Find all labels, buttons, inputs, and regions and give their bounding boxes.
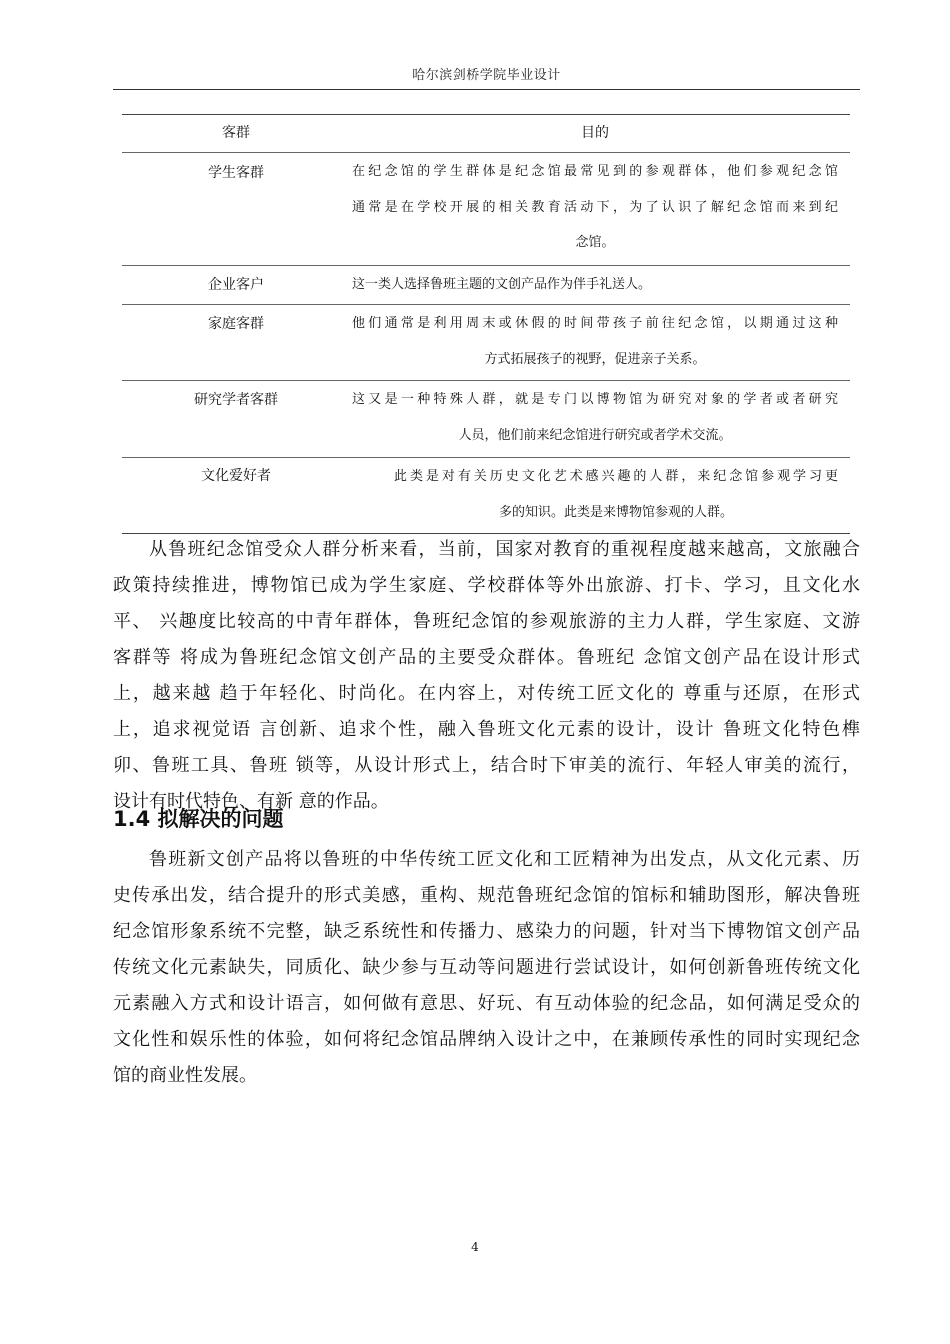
paragraph-line: 文化性和娱乐性的体验，如何将纪念馆品牌纳入设计之中，在兼顾传承性的同时实现纪念 xyxy=(113,1029,860,1050)
table-cell-group: 企业客户 xyxy=(208,277,264,293)
paragraph-line: 纪念馆形象系统不完整，缺乏系统性和传播力、感染力的问题，针对当下博物馆文创产品 xyxy=(113,921,860,942)
table-cell-purpose xyxy=(352,306,838,377)
paragraph-line: 从鲁班纪念馆受众人群分析来看，当前，国家对教育的重视程度越来越高，文旅融合 xyxy=(149,539,860,560)
section-heading: 1.4 拟解决的问题 xyxy=(113,807,284,831)
body-paragraph-audience-analysis xyxy=(113,532,860,820)
paragraph-line: 馆的商业性发展。 xyxy=(113,1065,257,1086)
table-header-row xyxy=(122,115,850,153)
table-cell-purpose xyxy=(352,267,838,303)
purpose-line: 这一类人选择鲁班主题的文创产品作为伴手礼送人。 xyxy=(352,277,652,292)
table-header-purpose: 目的 xyxy=(581,125,609,141)
table-row xyxy=(122,458,850,534)
purpose-line: 此类是对有关历史文化艺术感兴趣的人群，来纪念馆参观学习更 xyxy=(394,469,838,484)
purpose-line: 在纪念馆的学生群体是纪念馆最常见到的参观群体，他们参观纪念馆 xyxy=(352,164,838,179)
table-cell-purpose xyxy=(352,382,838,453)
purpose-line: 这又是一种特殊人群，就是专门以博物馆为研究对象的学者或者研究 xyxy=(352,392,838,407)
purpose-line: 他们通常是利用周末或休假的时间带孩子前往纪念馆，以期通过这种 xyxy=(352,316,838,331)
audience-table xyxy=(122,114,850,534)
table-cell-group: 研究学者客群 xyxy=(194,392,278,408)
purpose-line: 多的知识。此类是来博物馆参观的人群。 xyxy=(498,504,733,520)
paragraph-line: 传统文化元素缺失，同质化、缺少参与互动等问题进行尝试设计，如何创新鲁班传统文化 xyxy=(113,957,860,978)
table-cell-purpose xyxy=(352,154,838,261)
paragraph-line: 元素融入方式和设计语言，如何做有意思、好玩、有互动体验的纪念品，如何满足受众的 xyxy=(113,993,860,1014)
paragraph-line: 鲁班新文创产品将以鲁班的中华传统工匠文化和工匠精神为出发点，从文化元素、历 xyxy=(149,849,860,870)
table-row xyxy=(122,381,850,458)
purpose-line: 人员，他们前来纪念馆进行研究或者学术交流。 xyxy=(458,427,732,443)
purpose-line: 通常是在学校开展的相关教育活动下，为了认识了解纪念馆而来到纪 xyxy=(352,199,838,215)
body-paragraph-problems xyxy=(113,842,860,1094)
paragraph-line: 卯、鲁班工具、鲁班 锁等，从设计形式上，结合时下审美的流行、年轻人审美的流行， xyxy=(113,755,860,776)
table-header-group: 客群 xyxy=(222,125,250,141)
header-rule xyxy=(113,89,860,90)
table-row xyxy=(122,266,850,305)
paragraph-line: 上，越来越 趋于年轻化、时尚化。在内容上，对传统工匠文化的 尊重与还原，在形式 xyxy=(113,683,860,704)
purpose-line: 方式拓展孩子的视野，促进亲子关系。 xyxy=(484,351,706,367)
paragraph-line: 史传承出发，结合提升的形式美感，重构、规范鲁班纪念馆的馆标和辅助图形，解决鲁班 xyxy=(113,885,860,906)
page-header-title: 哈尔滨剑桥学院毕业设计 xyxy=(412,68,561,83)
paragraph-line: 设计有时代特色、有新 意的作品。 xyxy=(113,791,389,812)
paragraph-line: 平、 兴趣度比较高的中青年群体，鲁班纪念馆的参观旅游的主力人群，学生家庭、文游 xyxy=(113,611,860,632)
table-cell-group: 家庭客群 xyxy=(208,316,264,332)
table-row xyxy=(122,153,850,266)
paragraph-line: 客群等 将成为鲁班纪念馆文创产品的主要受众群体。鲁班纪 念馆文创产品在设计形式 xyxy=(113,647,860,668)
table-row xyxy=(122,305,850,381)
purpose-line: 念馆。 xyxy=(575,235,615,250)
table-cell-group: 文化爱好者 xyxy=(201,468,271,484)
paragraph-line: 政策持续推进，博物馆已成为学生家庭、学校群体等外出旅游、打卡、学习，且文化水 xyxy=(113,575,860,596)
table-cell-group: 学生客群 xyxy=(208,165,264,181)
page-number: 4 xyxy=(471,1240,479,1254)
table-cell-purpose xyxy=(394,459,838,530)
paragraph-line: 上，追求视觉语 言创新、追求个性，融入鲁班文化元素的设计，设计 鲁班文化特色榫 xyxy=(113,719,860,740)
